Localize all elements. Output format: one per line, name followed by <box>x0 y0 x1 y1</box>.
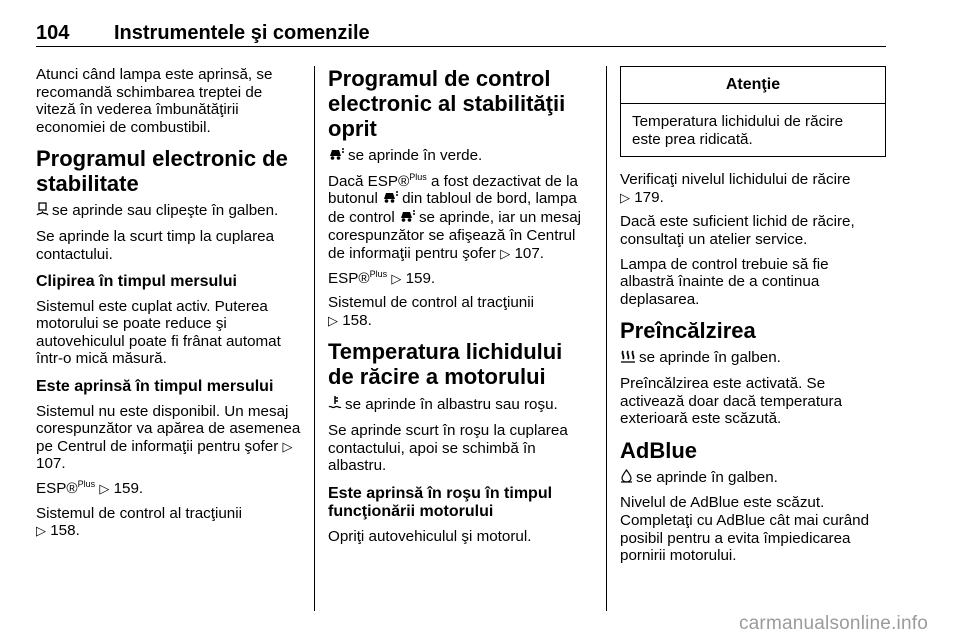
glow-plug-icon <box>620 349 636 368</box>
esp-off-icon <box>382 190 399 209</box>
paragraph <box>36 505 304 540</box>
heading-blink: Clipirea în timpul mersului <box>36 273 237 291</box>
column-divider <box>606 66 607 611</box>
paragraph <box>328 147 592 166</box>
paragraph <box>620 469 886 488</box>
paragraph: Sistemul este cuplat activ. Puterea motorului se poate reduce şi autovehiculul poate fi frânat automat într-o mică măsură. <box>36 297 281 368</box>
caution-notice <box>620 66 886 157</box>
paragraph-text: Sistemul de control al tracţiunii <box>328 294 534 312</box>
paragraph: Se aprinde la scurt timp la cuplarea contactului. <box>36 227 275 263</box>
paragraph-text: se aprinde în galben. <box>639 349 781 367</box>
paragraph-text: Sistemul de control al tracţiunii <box>36 504 242 522</box>
column-2 <box>328 66 592 552</box>
heading-lit: Este aprinsă în timpul mersului <box>36 378 274 396</box>
page-ref-arrow-icon: ▷ <box>620 189 630 205</box>
section-title: Instrumentele şi comenzile <box>114 22 370 44</box>
paragraph <box>620 171 886 206</box>
heading-red-running: Este aprinsă în roşu în timpul funcţionării motorului <box>328 484 553 521</box>
esp-superscript: Plus <box>77 478 96 489</box>
page-number: 104 <box>36 22 70 44</box>
paragraph: Preîncălzirea este activată. Se activează doar dacă temperatura exterioară este scăzută. <box>620 374 843 428</box>
paragraph <box>328 173 592 263</box>
column-divider <box>314 66 315 611</box>
paragraph-text: a fost dezactivat de la butonul <box>328 172 578 208</box>
column-1 <box>36 66 304 547</box>
page-ref[interactable]: 107. <box>514 244 545 262</box>
paragraph-text: se aprinde în verde. <box>348 147 483 164</box>
heading-esp-off: Programul de control electronic al stabilităţii oprit <box>328 66 566 141</box>
page-ref-arrow-icon: ▷ <box>282 438 293 454</box>
heading-adblue: AdBlue <box>620 437 697 463</box>
paragraph-text: se aprinde sau clipeşte în galben. <box>52 202 279 220</box>
coolant-temperature-icon <box>328 395 342 415</box>
paragraph <box>36 202 304 221</box>
heading-preheating: Preîncălzirea <box>620 318 756 344</box>
heading-coolant: Temperatura lichidului de răcire a motorului <box>328 339 563 390</box>
page-ref[interactable]: 107. <box>36 455 66 473</box>
paragraph: Lampa de control trebuie să fie albastră înainte de a continua deplasarea. <box>620 255 829 308</box>
paragraph: Atunci când lampa este aprinsă, se recomandă schimbarea treptei de viteză în vederea îmbunătăţirii economiei de combustibil. <box>36 66 273 136</box>
paragraph: Opriţi autovehiculul şi motorul. <box>328 527 532 545</box>
esp-warning-icon <box>36 202 49 221</box>
paragraph-text: din tabloul de bord, lampa de control <box>328 190 577 226</box>
paragraph <box>328 294 592 329</box>
esp-label: ESP® <box>328 269 370 287</box>
esp-off-icon <box>328 147 345 166</box>
paragraph <box>620 349 886 368</box>
paragraph: Dacă este suficient lichid de răcire, consultaţi un atelier service. <box>620 213 855 248</box>
page-ref-arrow-icon: ▷ <box>36 523 46 539</box>
paragraph-text: Dacă ESP® <box>328 172 410 190</box>
heading-esp: Programul electronic de stabilitate <box>36 146 288 197</box>
page-ref-arrow-icon: ▷ <box>500 245 511 261</box>
paragraph: Nivelul de AdBlue este scăzut. Completaţi cu AdBlue cât mai curând posibil pentru a evita împiedicarea pornirii motorului. <box>620 494 870 565</box>
paragraph: Se aprinde scurt în roşu la cuplarea contactului, apoi se schimbă în albastru. <box>328 421 568 475</box>
watermark: carmanualsonline.info <box>738 613 928 634</box>
paragraph <box>328 395 592 415</box>
esp-off-icon <box>399 209 416 228</box>
esp-superscript: Plus <box>369 268 388 279</box>
page-ref-arrow-icon: ▷ <box>99 480 110 496</box>
page-ref[interactable]: 158. <box>50 522 80 540</box>
esp-label: ESP® <box>36 479 78 497</box>
notice-title: Atenţie <box>621 67 885 104</box>
paragraph-text: Sistemul nu este disponibil. Un mesaj corespunzător va apărea de asemenea pe Centrul de informaţii pentru şofer <box>36 402 301 455</box>
paragraph-text: se aprinde în galben. <box>636 468 778 486</box>
paragraph <box>36 403 304 473</box>
notice-body: Temperatura lichidului de răcire este prea ridicată. <box>632 113 844 148</box>
esp-superscript: Plus <box>409 171 427 182</box>
paragraph <box>36 480 304 498</box>
page-ref[interactable]: 158. <box>342 311 372 329</box>
paragraph <box>328 270 592 288</box>
page-ref-arrow-icon: ▷ <box>391 270 402 286</box>
paragraph-text: se aprinde, iar un mesaj corespunzător se afişează în Centrul de informaţii pentru şofer <box>328 208 582 262</box>
adblue-icon <box>620 469 633 488</box>
page-header <box>36 18 886 47</box>
paragraph-text: Verificaţi nivelul lichidului de răcire <box>620 171 851 189</box>
column-3 <box>620 66 886 572</box>
page-ref-arrow-icon: ▷ <box>328 312 338 328</box>
page-ref[interactable]: 159. <box>405 269 436 287</box>
paragraph-text: se aprinde în albastru sau roşu. <box>345 396 558 414</box>
page-ref[interactable]: 179. <box>634 188 664 206</box>
page-ref[interactable]: 159. <box>113 479 144 497</box>
